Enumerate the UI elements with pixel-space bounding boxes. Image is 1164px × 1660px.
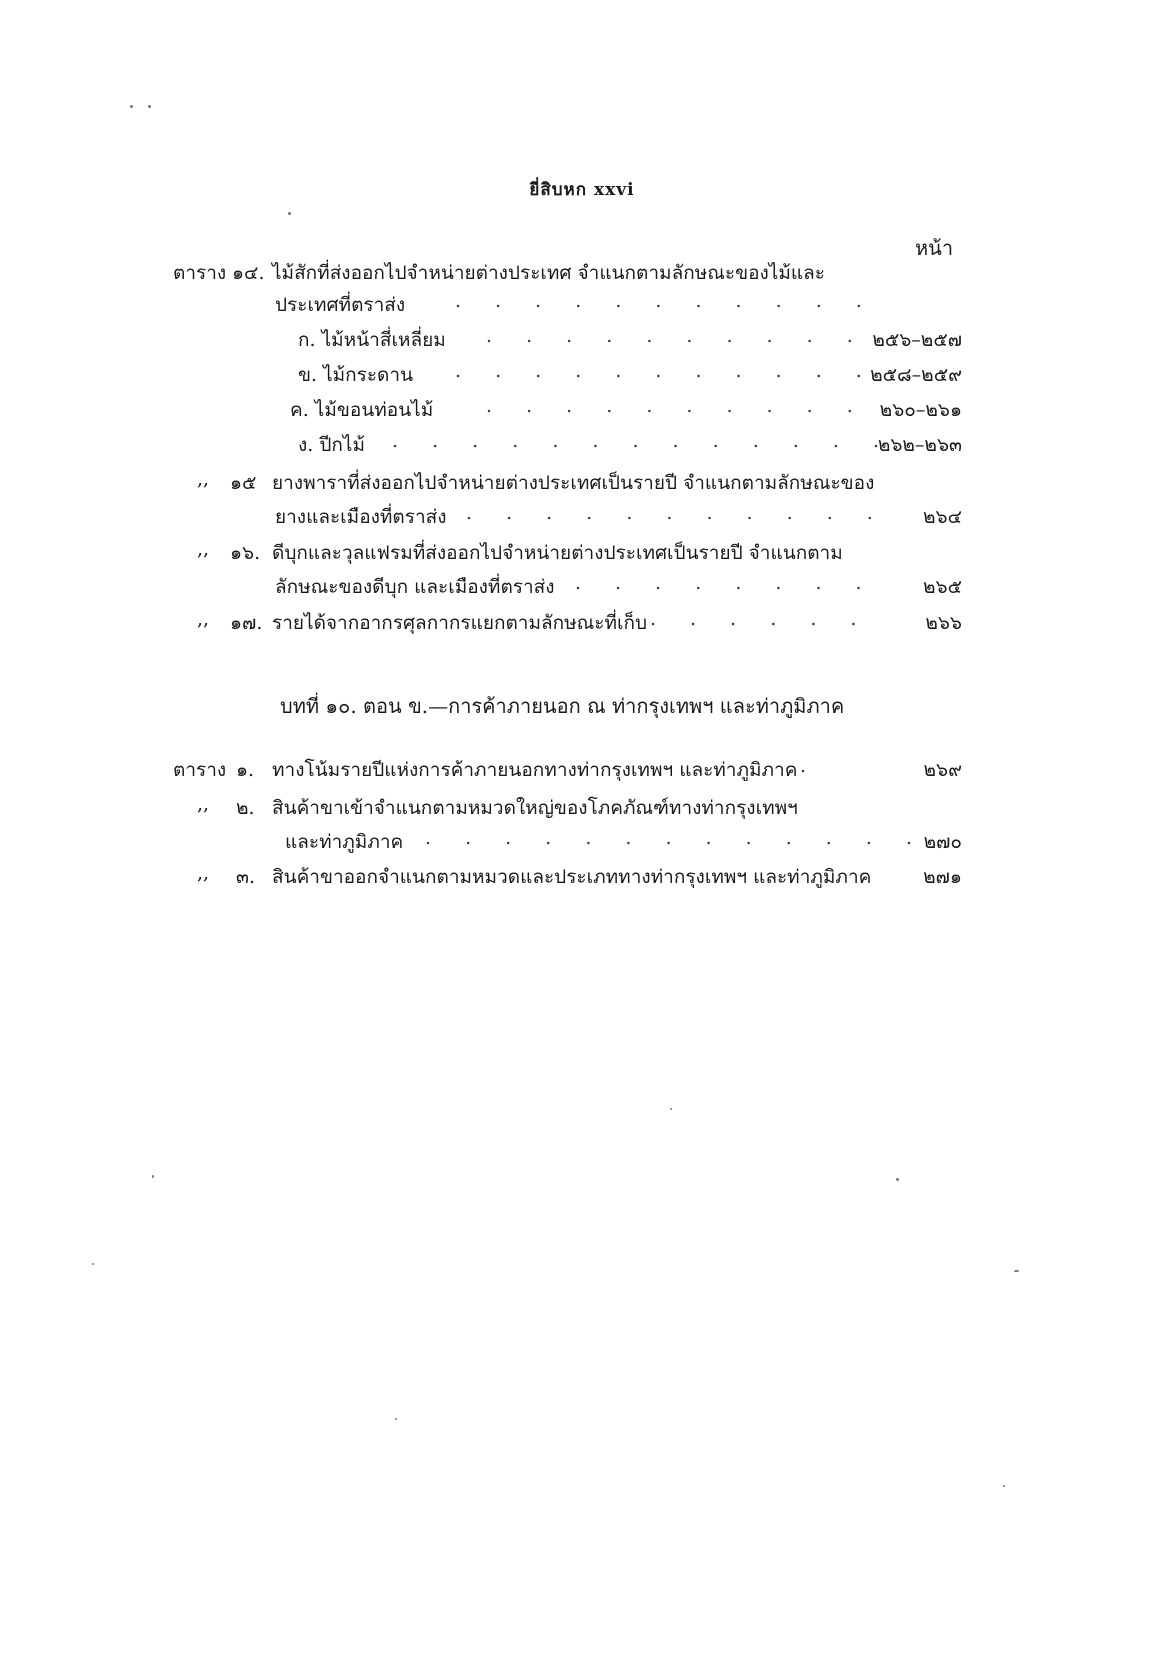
entry-number: ๑๖.: [230, 542, 261, 564]
entry-label: ,,: [197, 608, 210, 630]
entry-label: ,,: [197, 862, 210, 884]
leader-dots: . . . . . . . .: [575, 572, 876, 594]
entry-page: ๒๖๔: [923, 506, 962, 528]
entry-text: ประเทศที่ตราส่ง: [275, 294, 406, 316]
toc-entry: [0, 827, 1164, 861]
entry-text: ก. ไม้หน้าสี่เหลี่ยม: [298, 329, 446, 351]
section-title: บทที่ ๑๐. ตอน ข.—การค้าภายนอก ณ ท่ากรุงเทพฯ และท่าภูมิภาค: [280, 694, 845, 718]
leader-dots: . . . . . . . . . . .: [455, 360, 876, 382]
scan-speck: [896, 1178, 899, 1181]
toc-entry: [0, 360, 1164, 394]
entry-text: ข. ไม้กระดาน: [298, 364, 414, 386]
entry-label: ตาราง: [173, 759, 227, 781]
scan-speck: [92, 1263, 94, 1265]
toc-entry: [0, 290, 1164, 324]
entry-page: ๒๗๐: [923, 831, 962, 853]
entry-number: ๑.: [236, 759, 255, 781]
toc-entry: [0, 468, 1164, 502]
entry-label: ตาราง: [173, 262, 227, 284]
leader-dots: . . . . . . . . . . .: [466, 502, 887, 524]
leader-dots: . . . . . . . . . . . . .: [392, 430, 893, 452]
toc-entry: [0, 258, 1164, 292]
entry-text: ยางพาราที่ส่งออกไปจำหน่ายต่างประเทศเป็นรายปี จำแนกตามลักษณะของ: [272, 472, 875, 494]
entry-number: ๑๔.: [232, 262, 265, 284]
entry-text: รายได้จากอากรศุลกากรแยกตามลักษณะที่เก็บ: [272, 612, 648, 634]
entry-page: ๒๖๐–๒๖๑: [879, 399, 962, 421]
leader-dots: . . . . . . . . . .: [486, 395, 867, 417]
toc-entry: [0, 862, 1164, 896]
page-column-label: หน้า: [915, 236, 954, 260]
scan-speck: [670, 1108, 672, 1110]
entry-page: ๒๖๒–๒๖๓: [877, 434, 962, 456]
scan-speck: [148, 105, 151, 108]
leader-dots: . . . . . .: [650, 608, 871, 630]
scan-speck: [288, 212, 291, 215]
toc-entry: [0, 608, 1164, 642]
entry-text: สินค้าขาออกจำแนกตามหมวดและประเภททางท่ากรุงเทพฯ และท่าภูมิภาค: [272, 866, 872, 888]
toc-entry: [0, 430, 1164, 464]
leader-dots: . . . . . . . . . . . . .: [425, 827, 926, 849]
entry-page: ๒๕๖–๒๕๗: [872, 329, 962, 351]
entry-page: ๒๕๘–๒๕๙: [870, 364, 962, 386]
entry-text: ดีบุกและวุลแฟรมที่ส่งออกไปจำหน่ายต่างประเทศเป็นรายปี จำแนกตาม: [272, 542, 843, 564]
leader-dots: .: [800, 755, 821, 777]
toc-entry: [0, 325, 1164, 359]
scan-speck: [1003, 1485, 1005, 1487]
toc-entry: [0, 755, 1164, 789]
toc-entry: [0, 395, 1164, 429]
toc-entry: [0, 793, 1164, 827]
leader-dots: . . . . . . . . . . .: [455, 290, 876, 312]
entry-number: ๒.: [236, 797, 255, 819]
toc-entry: [0, 538, 1164, 572]
entry-page: ๒๖๖: [925, 612, 962, 634]
entry-label: ,,: [197, 793, 210, 815]
entry-text: ลักษณะของดีบุก และเมืองที่ตราส่ง: [275, 576, 555, 598]
toc-entry: [0, 572, 1164, 606]
entry-label: ,,: [197, 468, 210, 490]
entry-page: ๒๖๕: [923, 576, 962, 598]
entry-number: ๓.: [236, 866, 256, 888]
entry-text: และท่าภูมิภาค: [285, 831, 404, 853]
leader-dots: . . . . . . . . . .: [486, 325, 867, 347]
toc-entry: [0, 502, 1164, 536]
scan-speck: [395, 1418, 397, 1420]
entry-number: ๑๕: [230, 472, 257, 494]
page-header: ยี่สิบหก xxvi: [529, 180, 635, 200]
scan-speck: [130, 105, 133, 108]
entry-text: ทางโน้มรายปีแห่งการค้าภายนอกทางท่ากรุงเทพฯ และท่าภูมิภาค: [272, 759, 798, 781]
entry-label: ,,: [197, 538, 210, 560]
entry-text: ไม้สักที่ส่งออกไปจำหน่ายต่างประเทศ จำแนกตามลักษณะของไม้และ: [272, 262, 825, 284]
scan-speck: [152, 1175, 154, 1178]
entry-text: ง. ปีกไม้: [298, 434, 366, 456]
entry-text: สินค้าขาเข้าจำแนกตามหมวดใหญ่ของโภคภัณฑ์ทางท่ากรุงเทพฯ: [272, 797, 798, 819]
entry-page: ๒๗๑: [923, 866, 962, 888]
entry-text: ยางและเมืองที่ตราส่ง: [275, 506, 447, 528]
entry-page: ๒๖๙: [923, 759, 962, 781]
scan-speck: [1014, 1270, 1019, 1272]
entry-text: ค. ไม้ขอนท่อนไม้: [290, 399, 434, 421]
entry-number: ๑๗.: [230, 612, 263, 634]
